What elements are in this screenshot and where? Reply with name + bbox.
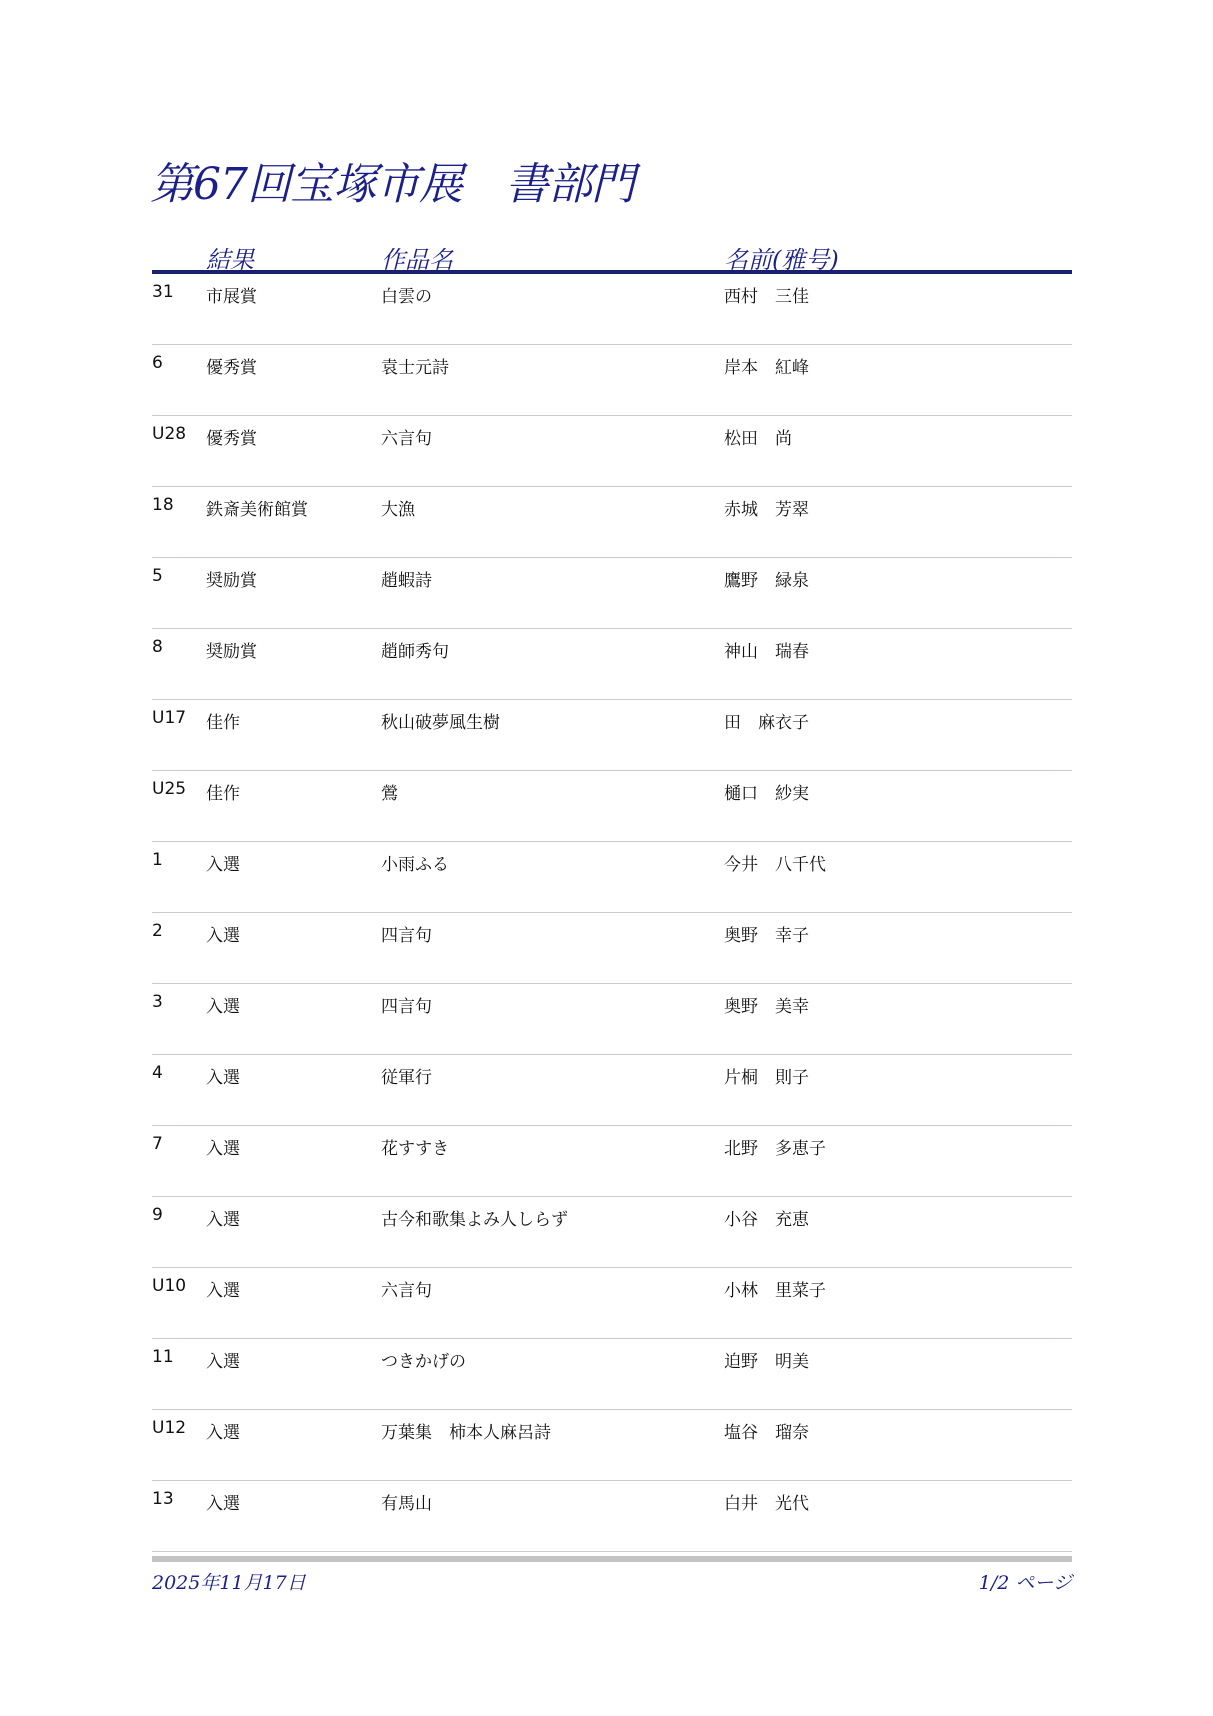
entry-name: 小林 里菜子: [724, 1281, 826, 1301]
table-row: [152, 1410, 1072, 1481]
entry-result: 優秀賞: [206, 358, 257, 378]
entry-name: 片桐 則子: [724, 1068, 809, 1088]
entry-number: 18: [152, 495, 174, 515]
entry-result: 優秀賞: [206, 429, 257, 449]
entry-title: 小雨ふる: [381, 855, 449, 875]
entry-number: 6: [152, 353, 163, 373]
table-row: [152, 629, 1072, 700]
table-row: [152, 1268, 1072, 1339]
entry-title: 趙蝦詩: [381, 571, 432, 591]
entry-number: 13: [152, 1489, 174, 1509]
entry-result: 市展賞: [206, 287, 257, 307]
entry-result: 入選: [206, 997, 240, 1017]
entry-number: U17: [152, 708, 187, 728]
header-work-title: 作品名: [381, 246, 453, 274]
table-row: [152, 487, 1072, 558]
entry-number: U28: [152, 424, 187, 444]
entry-number: U12: [152, 1418, 187, 1438]
entry-title: 鶯: [381, 784, 398, 804]
entry-title: 古今和歌集よみ人しらず: [381, 1210, 568, 1230]
entry-result: 鉄斎美術館賞: [206, 500, 308, 520]
entry-name: 神山 瑞春: [724, 642, 809, 662]
entry-title: 万葉集 柿本人麻呂詩: [381, 1423, 551, 1443]
header-name: 名前(雅号): [724, 246, 839, 274]
entry-title: 六言句: [381, 429, 432, 449]
table-header: [152, 238, 1072, 274]
table-row: [152, 913, 1072, 984]
table-row: [152, 984, 1072, 1055]
table-row: [152, 1126, 1072, 1197]
entry-number: U10: [152, 1276, 187, 1296]
entry-name: 今井 八千代: [724, 855, 826, 875]
entry-result: 入選: [206, 1281, 240, 1301]
entry-title: 白雲の: [381, 287, 432, 307]
entry-name: 赤城 芳翠: [724, 500, 809, 520]
page-title: 第67回宝塚市展 書部門: [150, 159, 634, 210]
entry-title: 袁士元詩: [381, 358, 449, 378]
entry-name: 鷹野 緑泉: [724, 571, 809, 591]
entry-number: 4: [152, 1063, 163, 1083]
table-body: [152, 274, 1072, 1552]
table-row: [152, 345, 1072, 416]
page-footer: [152, 1556, 1072, 1592]
entry-result: 入選: [206, 855, 240, 875]
table-row: [152, 274, 1072, 345]
entry-name: 岸本 紅峰: [724, 358, 809, 378]
entry-name: 塩谷 瑠奈: [724, 1423, 809, 1443]
entry-result: 入選: [206, 1494, 240, 1514]
table-row: [152, 1339, 1072, 1410]
entry-number: 3: [152, 992, 163, 1012]
entry-number: 8: [152, 637, 163, 657]
entry-result: 佳作: [206, 713, 240, 733]
entry-title: つきかげの: [381, 1352, 466, 1372]
entry-name: 田 麻衣子: [724, 713, 809, 733]
entry-number: 11: [152, 1347, 174, 1367]
entry-title: 従軍行: [381, 1068, 432, 1088]
entry-name: 北野 多恵子: [724, 1139, 826, 1159]
table-row: [152, 1481, 1072, 1552]
table-row: [152, 700, 1072, 771]
table-row: [152, 771, 1072, 842]
entry-name: 奥野 美幸: [724, 997, 809, 1017]
table-row: [152, 842, 1072, 913]
entry-name: 西村 三佳: [724, 287, 809, 307]
entry-name: 迫野 明美: [724, 1352, 809, 1372]
table-row: [152, 416, 1072, 487]
entry-result: 入選: [206, 1423, 240, 1443]
header-result: 結果: [206, 246, 254, 274]
entry-number: 1: [152, 850, 163, 870]
entry-name: 小谷 充恵: [724, 1210, 809, 1230]
entry-title: 大漁: [381, 500, 415, 520]
table-row: [152, 1197, 1072, 1268]
footer-date: 2025年11月17日: [152, 1572, 306, 1594]
entry-result: 入選: [206, 1352, 240, 1372]
entry-result: 入選: [206, 1139, 240, 1159]
entry-name: 奥野 幸子: [724, 926, 809, 946]
entry-result: 奨励賞: [206, 571, 257, 591]
entry-number: 2: [152, 921, 163, 941]
entry-title: 四言句: [381, 926, 432, 946]
entry-title: 趙師秀句: [381, 642, 449, 662]
entry-title: 秋山破夢風生樹: [381, 713, 500, 733]
entry-number: U25: [152, 779, 187, 799]
entry-result: 入選: [206, 1210, 240, 1230]
entry-number: 5: [152, 566, 163, 586]
entry-number: 9: [152, 1205, 163, 1225]
table-row: [152, 558, 1072, 629]
entry-number: 7: [152, 1134, 163, 1154]
footer-page-number: 1/2 ページ: [978, 1572, 1072, 1594]
entry-title: 四言句: [381, 997, 432, 1017]
entry-title: 花すすき: [381, 1139, 450, 1159]
table-row: [152, 1055, 1072, 1126]
entry-result: 入選: [206, 1068, 240, 1088]
entry-name: 樋口 紗実: [724, 784, 809, 804]
entry-result: 佳作: [206, 784, 240, 804]
entry-number: 31: [152, 282, 174, 302]
entry-name: 松田 尚: [724, 429, 792, 449]
entry-name: 白井 光代: [724, 1494, 809, 1514]
results-table: [152, 238, 1072, 1552]
entry-result: 奨励賞: [206, 642, 257, 662]
entry-result: 入選: [206, 926, 240, 946]
entry-title: 六言句: [381, 1281, 432, 1301]
entry-title: 有馬山: [381, 1494, 432, 1514]
